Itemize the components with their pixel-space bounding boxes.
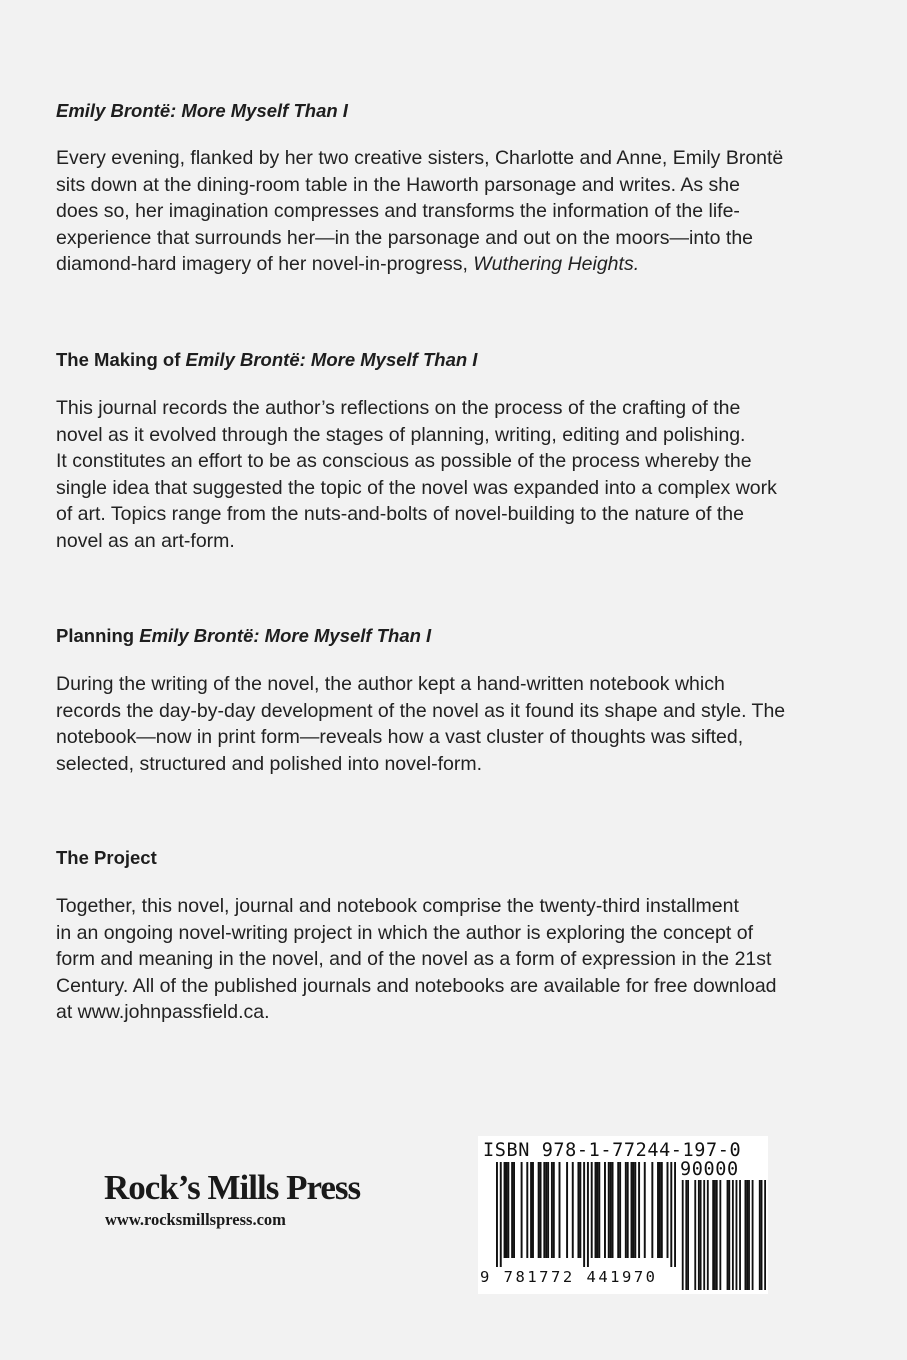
barcode-bar <box>553 1162 555 1258</box>
barcode-bar <box>682 1180 684 1290</box>
barcode-bar <box>538 1162 540 1258</box>
price-addon-barcode <box>680 1180 766 1290</box>
barcode-bar <box>619 1162 621 1258</box>
line-text: sits down at the dining-room table in the Haworth parsonage and writes. As she <box>56 173 740 196</box>
paragraph-line <box>56 671 856 698</box>
section-4-heading <box>56 846 157 870</box>
barcode-bar <box>716 1180 718 1290</box>
section-2-heading <box>56 348 477 372</box>
line-text: does so, her imagination compresses and transforms the information of the life- <box>56 200 740 223</box>
barcode-bar <box>700 1180 702 1290</box>
barcode-bar <box>612 1162 614 1258</box>
paragraph-line <box>56 724 856 751</box>
barcode-bar <box>694 1180 696 1290</box>
paragraph-line <box>56 528 856 555</box>
paragraph-line <box>56 225 856 252</box>
paragraph-line <box>56 395 856 422</box>
barcode-bar <box>631 1162 633 1258</box>
paragraph-line <box>56 946 856 973</box>
barcode-bar <box>685 1180 687 1290</box>
barcode-bar <box>551 1162 553 1258</box>
barcode-bar <box>530 1162 532 1258</box>
barcode-bar <box>707 1180 709 1290</box>
line-text: in an ongoing novel-writing project in which the author is exploring the concept of <box>56 921 754 944</box>
barcode-bar <box>604 1162 606 1258</box>
paragraph-line <box>56 501 856 528</box>
paragraph-line <box>56 751 856 778</box>
line-text: Together, this novel, journal and notebook comprise the twenty-third installment <box>56 895 739 917</box>
barcode-bar <box>670 1162 672 1267</box>
barcode-bar <box>526 1162 528 1258</box>
isbn-label: ISBN 978-1-77244-197-0 <box>483 1140 742 1161</box>
line-text: single idea that suggested the topic of the novel was expanded into a complex work <box>56 476 777 499</box>
novel-title: Wuthering Heights. <box>473 253 640 276</box>
barcode-bar <box>638 1162 640 1258</box>
line-text: selected, structured and polished into novel-form. <box>56 752 482 775</box>
barcode-bar <box>617 1162 619 1258</box>
barcode-bar <box>532 1162 534 1258</box>
line-text: Century. All of the published journals and notebooks are available for free download <box>56 974 777 997</box>
paragraph-line <box>56 920 856 947</box>
section-4-heading-text: The Project <box>56 847 157 868</box>
barcode-bar <box>727 1180 729 1290</box>
barcode-bar <box>577 1162 579 1258</box>
line-text: novel as it evolved through the stages of planning, writing, editing and polishing. <box>56 423 746 446</box>
barcode-bar <box>513 1162 515 1258</box>
barcode-bar <box>507 1162 509 1258</box>
barcode-bar <box>714 1180 716 1290</box>
barcode-bar <box>657 1162 659 1258</box>
barcode-bar <box>687 1180 689 1290</box>
barcode-bar <box>651 1162 653 1258</box>
line-text: diamond-hard imagery of her novel-in-progress, <box>56 253 474 276</box>
barcode-bar <box>712 1180 714 1290</box>
barcode-bar <box>500 1162 502 1267</box>
barcode-bar <box>644 1162 646 1258</box>
line-text: This journal records the author’s reflections on the process of the crafting of the <box>56 397 741 419</box>
barcode-bar <box>591 1162 593 1258</box>
barcode-bar <box>545 1162 547 1258</box>
barcode-bar <box>728 1180 730 1290</box>
barcode-bar <box>748 1180 750 1290</box>
barcode-bar <box>759 1180 761 1290</box>
section-1-paragraph <box>56 145 856 278</box>
barcode-bar <box>521 1162 523 1258</box>
barcode-bar <box>746 1180 748 1290</box>
barcode-bar <box>595 1162 597 1258</box>
barcode-bar <box>579 1162 581 1258</box>
section-4-paragraph <box>56 893 856 1026</box>
section-1-heading-title: Emily Brontë: More Myself Than I <box>56 100 348 121</box>
barcode-bar <box>698 1180 700 1290</box>
price-code: 90000 <box>680 1159 739 1180</box>
barcode-bar <box>559 1162 561 1258</box>
barcode-bar <box>627 1162 629 1258</box>
section-3-heading-title: Emily Brontë: More Myself Than I <box>139 625 432 646</box>
barcode-bar <box>583 1162 585 1267</box>
line-text: experience that surrounds her—in the parsonage and out on the moors—into the <box>56 226 754 249</box>
line-text: form and meaning in the novel, and of the novel as a form of expression in the 21st <box>56 948 772 971</box>
paragraph-line <box>56 698 856 725</box>
section-3-paragraph <box>56 671 856 777</box>
paragraph-line <box>56 251 856 278</box>
barcode-bar <box>661 1162 663 1258</box>
line-text: records the day-by-day development of the novel as it found its shape and style. The <box>56 699 786 722</box>
paragraph-line <box>56 198 856 225</box>
paragraph-line <box>56 475 856 502</box>
barcode-bar <box>504 1162 506 1258</box>
paragraph-line <box>56 973 856 1000</box>
publisher-name: Rock’s Mills Press <box>104 1168 361 1207</box>
line-text: at www.johnpassfield.ca. <box>56 1001 270 1024</box>
barcode-bar <box>608 1162 610 1258</box>
section-2-heading-text: The Making of <box>56 349 186 370</box>
barcode-bar <box>547 1162 549 1258</box>
paragraph-line <box>56 422 856 449</box>
paragraph-line <box>56 145 856 172</box>
barcode-digits: 9 781772 441970 <box>480 1268 658 1286</box>
line-text: Every evening, flanked by her two creative sisters, Charlotte and Anne, Emily Brontë <box>56 147 784 169</box>
line-text: During the writing of the novel, the author kept a hand-written notebook which <box>56 673 725 695</box>
isbn-barcode <box>496 1162 676 1267</box>
barcode-bar <box>505 1162 507 1258</box>
barcode-bar <box>496 1162 498 1267</box>
line-text: of art. Topics range from the nuts-and-bolts of novel-building to the nature of the <box>56 503 744 526</box>
section-1-heading <box>56 99 348 123</box>
barcode-bar <box>598 1162 600 1258</box>
line-text: It constitutes an effort to be as conscious as possible of the process whereby the <box>56 450 752 473</box>
barcode-bar <box>596 1162 598 1258</box>
barcode-bar <box>667 1162 669 1258</box>
barcode-bar <box>566 1162 568 1258</box>
barcode-bar <box>632 1162 634 1258</box>
barcode-bar <box>540 1162 542 1258</box>
line-text: notebook—now in print form—reveals how a vast cluster of thoughts was sifted, <box>56 726 744 749</box>
barcode-bar <box>572 1162 574 1258</box>
barcode-bar <box>610 1162 612 1258</box>
barcode-bar <box>587 1162 589 1267</box>
paragraph-line <box>56 448 856 475</box>
barcode-bar <box>739 1180 741 1290</box>
barcode-bar <box>634 1162 636 1258</box>
barcode-bar <box>659 1162 661 1258</box>
barcode-bar <box>764 1180 766 1290</box>
line-text: novel as an art-form. <box>56 529 235 552</box>
barcode-bar <box>674 1162 676 1267</box>
section-2-heading-title: Emily Brontë: More Myself Than I <box>185 349 478 370</box>
barcode-bar <box>732 1180 734 1290</box>
barcode-bar <box>703 1180 705 1290</box>
barcode-bar <box>752 1180 754 1290</box>
barcode-bar <box>719 1180 721 1290</box>
barcode-bar <box>625 1162 627 1258</box>
section-3-heading <box>56 624 431 648</box>
paragraph-line <box>56 893 856 920</box>
barcode-bar <box>745 1180 747 1290</box>
publisher-url: www.rocksmillspress.com <box>105 1210 286 1229</box>
section-3-heading-text: Planning <box>56 625 140 646</box>
barcode-bar <box>736 1180 738 1290</box>
barcode-bar <box>511 1162 513 1258</box>
paragraph-line <box>56 172 856 199</box>
paragraph-line <box>56 999 856 1026</box>
barcode-bar <box>761 1180 763 1290</box>
section-2-paragraph <box>56 395 856 555</box>
barcode-bar <box>543 1162 545 1258</box>
